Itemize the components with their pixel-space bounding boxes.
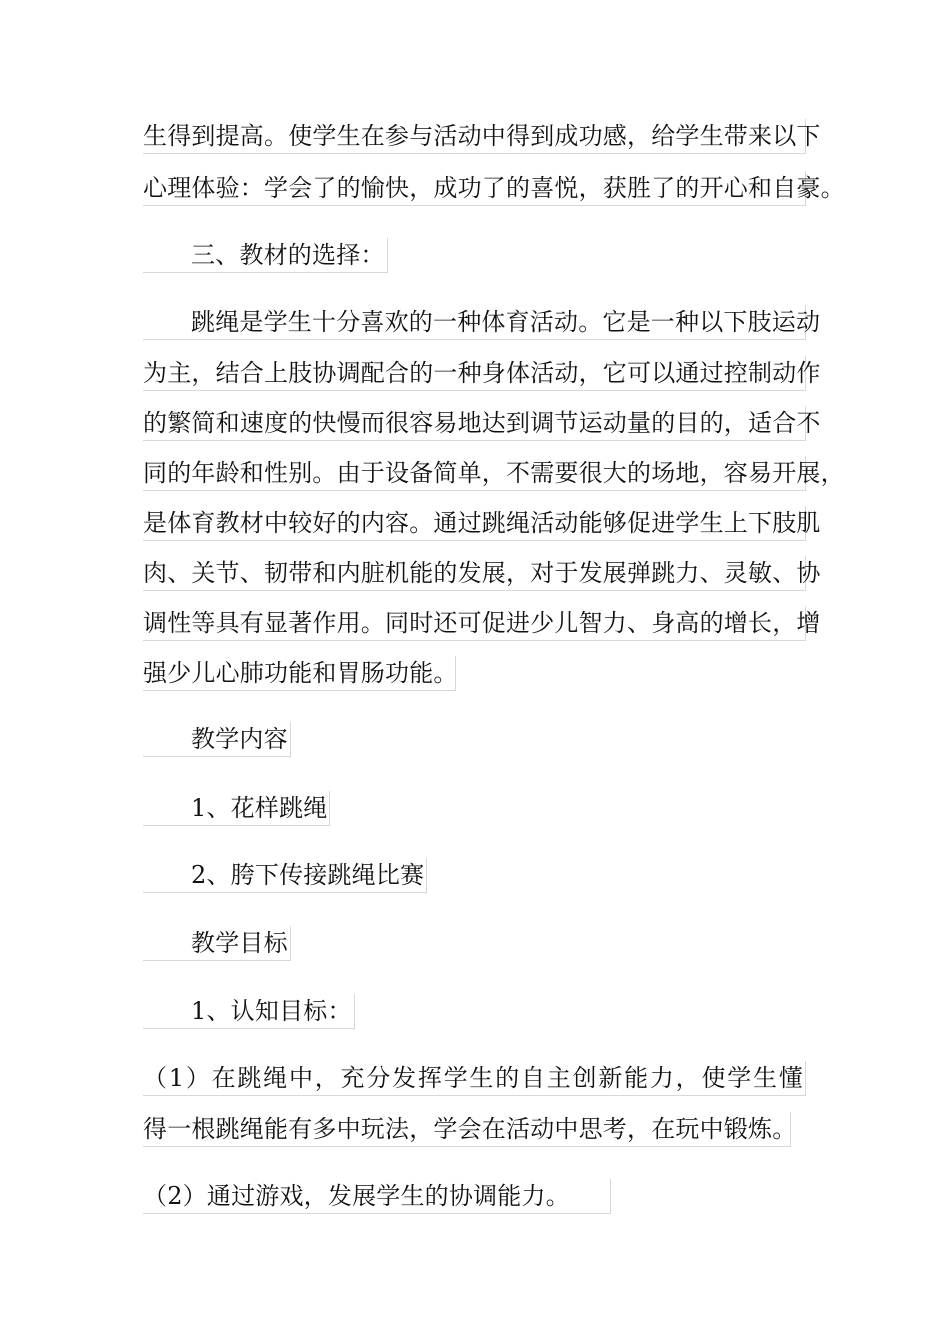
paragraph-line: 跳绳是学生十分喜欢的一种体育活动。它是一种以下肢运动	[143, 305, 806, 340]
paragraph-line: 调性等具有显著作用。同时还可促进少儿智力、身高的增长，增	[143, 606, 806, 641]
subsection-heading: 1、认知目标：	[143, 994, 355, 1029]
paragraph-line: 为主，结合上肢协调配合的一种身体活动，它可以通过控制动作	[143, 356, 806, 391]
paragraph-line: （1）在跳绳中，充分发挥学生的自主创新能力，使学生懂	[143, 1061, 806, 1096]
paragraph-line: 生得到提高。使学生在参与活动中得到成功感，给学生带来以下	[143, 119, 806, 154]
list-item: 2、胯下传接跳绳比赛	[143, 858, 427, 893]
section-heading: 教学内容	[143, 722, 291, 757]
paragraph-line: （2）通过游戏，发展学生的协调能力。	[143, 1179, 611, 1214]
paragraph-line: 同的年龄和性别。由于设备简单，不需要很大的场地，容易开展，	[143, 456, 806, 491]
section-heading: 教学目标	[143, 926, 291, 961]
paragraph-line: 是体育教材中较好的内容。通过跳绳活动能够促进学生上下肢肌	[143, 506, 806, 541]
paragraph-line: 心理体验：学会了的愉快，成功了的喜悦，获胜了的开心和自豪。	[143, 171, 806, 206]
section-heading: 三、教材的选择：	[143, 238, 388, 273]
paragraph-line: 得一根跳绳能有多中玩法，学会在活动中思考，在玩中锻炼。	[143, 1112, 791, 1147]
paragraph-line: 肉、关节、韧带和内脏机能的发展，对于发展弹跳力、灵敏、协	[143, 556, 806, 591]
list-item: 1、花样跳绳	[143, 791, 330, 826]
paragraph-line: 的繁简和速度的快慢而很容易地达到调节运动量的目的，适合不	[143, 406, 806, 441]
paragraph-line: 强少儿心肺功能和胃肠功能。	[143, 656, 456, 691]
